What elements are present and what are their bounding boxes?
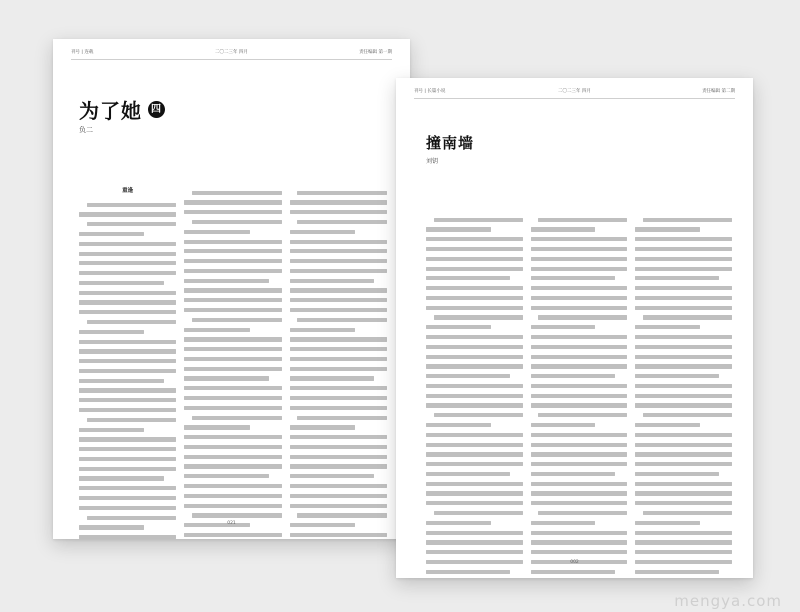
text-line: [290, 288, 387, 292]
text-line: [643, 511, 732, 515]
text-line: [79, 506, 176, 510]
text-line: [297, 318, 387, 322]
column-text-lines: [426, 218, 523, 578]
text-line: [635, 443, 732, 447]
text-line: [184, 357, 281, 361]
text-line: [426, 306, 523, 310]
text-line: [184, 308, 281, 312]
text-line: [635, 394, 732, 398]
page-number: 002: [570, 560, 579, 565]
text-line: [79, 535, 176, 539]
text-line: [531, 521, 596, 525]
text-line: [184, 435, 281, 439]
header-right-text: 责任编辑 第一期: [359, 50, 392, 55]
text-column-1: [426, 212, 523, 544]
text-line: [184, 406, 281, 410]
text-line: [426, 472, 510, 476]
text-line: [531, 433, 628, 437]
text-line: [426, 355, 523, 359]
text-line: [87, 320, 177, 324]
text-line: [426, 433, 523, 437]
text-line: [635, 257, 732, 261]
text-line: [426, 296, 523, 300]
text-line: [434, 511, 523, 515]
text-line: [184, 269, 281, 273]
text-line: [79, 476, 164, 480]
header-divider: [414, 98, 735, 99]
text-line: [79, 428, 144, 432]
text-line: [184, 288, 281, 292]
text-line: [635, 570, 719, 574]
article-author: 负二: [79, 126, 93, 134]
text-line: [290, 357, 387, 361]
text-line: [635, 531, 732, 535]
text-line: [426, 540, 523, 544]
text-line: [290, 210, 387, 214]
text-line: [192, 318, 282, 322]
text-line: [531, 257, 628, 261]
text-line: [184, 396, 281, 400]
text-line: [635, 276, 719, 280]
text-line: [635, 403, 732, 407]
text-line: [635, 482, 732, 486]
text-line: [531, 306, 628, 310]
text-line: [635, 550, 732, 554]
text-line: [635, 325, 700, 329]
text-line: [79, 447, 176, 451]
column-text-lines: [79, 203, 176, 539]
text-line: [79, 242, 176, 246]
text-line: [426, 491, 523, 495]
text-line: [531, 276, 615, 280]
text-line: [635, 227, 700, 231]
text-line: [635, 306, 732, 310]
text-line: [79, 525, 144, 529]
text-line: [79, 340, 176, 344]
text-line: [635, 247, 732, 251]
text-line: [290, 376, 375, 380]
text-line: [184, 240, 281, 244]
text-line: [184, 298, 281, 302]
text-line: [635, 286, 732, 290]
text-line: [184, 445, 281, 449]
text-line: [290, 337, 387, 341]
text-line: [426, 345, 523, 349]
running-header: [414, 88, 735, 96]
header-right-text: 责任编辑 第二期: [702, 89, 735, 94]
text-line: [297, 416, 387, 420]
text-line: [531, 345, 628, 349]
text-line: [290, 386, 387, 390]
text-line: [79, 457, 176, 461]
text-line: [531, 374, 615, 378]
text-line: [184, 347, 281, 351]
text-line: [87, 222, 177, 226]
text-line: [290, 406, 387, 410]
text-line: [184, 249, 281, 253]
text-line: [635, 296, 732, 300]
text-line: [635, 423, 700, 427]
text-line: [290, 425, 355, 429]
text-line: [79, 496, 176, 500]
text-line: [426, 335, 523, 339]
text-line: [79, 310, 176, 314]
text-line: [531, 452, 628, 456]
text-line: [290, 200, 387, 204]
text-line: [635, 540, 732, 544]
text-line: [635, 374, 719, 378]
text-line: [426, 364, 523, 368]
text-line: [426, 550, 523, 554]
text-line: [426, 462, 523, 466]
text-line: [538, 511, 627, 515]
text-line: [538, 315, 627, 319]
text-line: [531, 325, 596, 329]
text-line: [426, 247, 523, 251]
text-line: [184, 425, 249, 429]
body-text-columns: [79, 185, 387, 503]
text-line: [531, 286, 628, 290]
text-line: [290, 533, 387, 537]
text-line: [290, 240, 387, 244]
text-line: [426, 482, 523, 486]
text-line: [290, 474, 375, 478]
column-text-lines: [290, 191, 387, 539]
text-line: [290, 455, 387, 459]
text-line: [538, 218, 627, 222]
text-line: [79, 330, 144, 334]
text-line: [290, 259, 387, 263]
text-line: [87, 516, 177, 520]
text-column-1: [79, 185, 176, 503]
text-column-2: [184, 185, 281, 503]
text-line: [79, 379, 164, 383]
text-line: [635, 355, 732, 359]
text-line: [531, 296, 628, 300]
text-line: [79, 300, 176, 304]
header-center-text: 二〇二三年 四月: [215, 50, 248, 55]
text-line: [184, 504, 281, 508]
text-line: [87, 418, 177, 422]
magazine-page-right: [396, 78, 753, 578]
text-line: [531, 540, 628, 544]
column-text-lines: [635, 218, 732, 578]
text-line: [426, 276, 510, 280]
text-line: [531, 394, 628, 398]
running-header: [71, 49, 392, 57]
text-line: [79, 369, 176, 373]
text-line: [290, 445, 387, 449]
text-line: [184, 484, 281, 488]
page-number: 021: [227, 521, 236, 526]
text-line: [635, 472, 719, 476]
text-line: [531, 472, 615, 476]
text-line: [426, 403, 523, 407]
text-line: [184, 210, 281, 214]
text-line: [635, 237, 732, 241]
text-line: [635, 491, 732, 495]
text-line: [426, 257, 523, 261]
text-line: [290, 484, 387, 488]
text-line: [426, 423, 491, 427]
text-line: [531, 335, 628, 339]
text-line: [290, 347, 387, 351]
text-line: [643, 218, 732, 222]
article-title: 撞南墙: [426, 134, 475, 152]
text-line: [79, 252, 176, 256]
text-line: [79, 467, 176, 471]
text-line: [531, 355, 628, 359]
text-line: [79, 437, 176, 441]
text-line: [426, 374, 510, 378]
text-line: [290, 435, 387, 439]
text-line: [426, 443, 523, 447]
text-line: [531, 462, 628, 466]
text-line: [184, 494, 281, 498]
text-line: [79, 261, 176, 265]
text-line: [290, 328, 355, 332]
text-line: [79, 212, 176, 216]
text-line: [531, 364, 628, 368]
text-line: [635, 521, 700, 525]
text-line: [426, 521, 491, 525]
text-column-3: [290, 185, 387, 503]
header-center-text: 二〇二三年 四月: [558, 89, 591, 94]
text-line: [635, 452, 732, 456]
text-line: [635, 501, 732, 505]
text-line: [426, 531, 523, 535]
text-line: [192, 220, 282, 224]
text-line: [531, 482, 628, 486]
text-line: [290, 396, 387, 400]
text-line: [184, 474, 269, 478]
text-line: [635, 384, 732, 388]
text-line: [426, 286, 523, 290]
section-heading: 重逢: [122, 188, 134, 194]
text-line: [531, 267, 628, 271]
text-line: [79, 281, 164, 285]
text-line: [635, 345, 732, 349]
text-line: [184, 464, 281, 468]
text-line: [184, 259, 281, 263]
text-line: [184, 279, 269, 283]
body-text-columns: [426, 212, 732, 544]
text-line: [290, 367, 387, 371]
text-line: [643, 315, 732, 319]
text-line: [87, 203, 177, 207]
text-line: [531, 227, 596, 231]
text-line: [79, 349, 176, 353]
text-line: [434, 315, 523, 319]
text-line: [531, 491, 628, 495]
text-line: [434, 413, 523, 417]
text-line: [635, 433, 732, 437]
text-line: [531, 403, 628, 407]
text-column-3: [635, 212, 732, 544]
text-line: [79, 359, 176, 363]
text-line: [426, 570, 510, 574]
text-line: [79, 291, 176, 295]
text-line: [635, 335, 732, 339]
text-line: [290, 279, 375, 283]
text-line: [79, 398, 176, 402]
installment-number-badge: 四: [148, 101, 165, 118]
text-line: [297, 191, 387, 195]
text-line: [434, 218, 523, 222]
text-line: [538, 413, 627, 417]
text-line: [79, 388, 176, 392]
text-line: [192, 191, 282, 195]
text-line: [531, 247, 628, 251]
text-column-2: [531, 212, 628, 544]
text-line: [643, 413, 732, 417]
text-line: [290, 298, 387, 302]
header-divider: [71, 59, 392, 60]
text-line: [426, 325, 491, 329]
text-line: [184, 337, 281, 341]
site-watermark: mengya.com: [674, 592, 782, 610]
text-line: [184, 386, 281, 390]
text-line: [531, 443, 628, 447]
text-line: [192, 416, 282, 420]
text-line: [531, 501, 628, 505]
text-line: [290, 504, 387, 508]
text-line: [531, 237, 628, 241]
text-line: [297, 220, 387, 224]
text-line: [531, 384, 628, 388]
text-line: [426, 384, 523, 388]
text-line: [426, 501, 523, 505]
text-line: [426, 267, 523, 271]
text-line: [184, 328, 249, 332]
text-line: [635, 364, 732, 368]
text-line: [531, 550, 628, 554]
text-line: [184, 367, 281, 371]
article-author: 刘钥: [426, 158, 439, 165]
text-line: [184, 533, 281, 537]
text-line: [192, 513, 282, 517]
text-line: [531, 423, 596, 427]
text-line: [290, 464, 387, 468]
text-line: [184, 230, 249, 234]
text-line: [290, 308, 387, 312]
text-line: [290, 269, 387, 273]
text-line: [635, 462, 732, 466]
column-text-lines: [184, 191, 281, 539]
text-line: [79, 271, 176, 275]
text-line: [426, 394, 523, 398]
article-title-text: 为了她: [79, 99, 142, 123]
text-line: [635, 267, 732, 271]
text-line: [290, 230, 355, 234]
text-line: [184, 376, 269, 380]
text-line: [426, 227, 491, 231]
text-line: [426, 452, 523, 456]
header-left-text: 刊号 | 长篇小说: [414, 89, 446, 94]
column-text-lines: [531, 218, 628, 578]
text-line: [297, 513, 387, 517]
text-line: [184, 200, 281, 204]
text-line: [531, 531, 628, 535]
article-title: [79, 95, 165, 124]
text-line: [290, 494, 387, 498]
text-line: [79, 408, 176, 412]
text-line: [79, 486, 176, 490]
text-line: [79, 232, 144, 236]
text-line: [184, 455, 281, 459]
header-left-text: 刊号 | 连载: [71, 50, 94, 55]
text-line: [290, 249, 387, 253]
text-line: [426, 237, 523, 241]
magazine-page-left: [53, 39, 410, 539]
text-line: [531, 570, 615, 574]
